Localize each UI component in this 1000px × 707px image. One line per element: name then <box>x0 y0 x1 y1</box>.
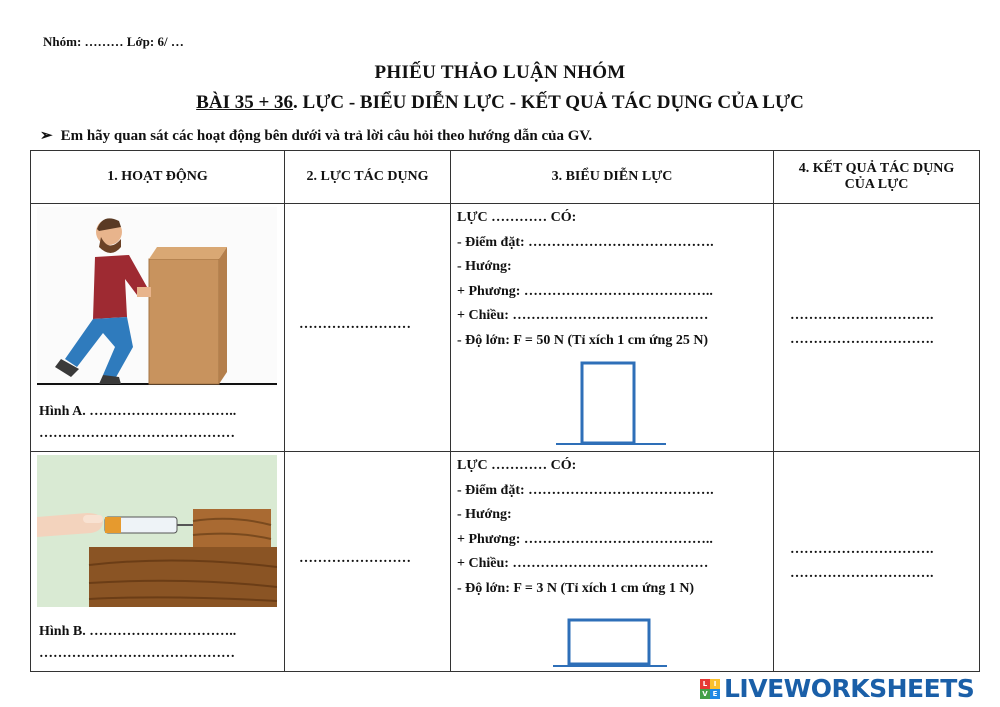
col-header-force: 2. LỰC TÁC DỤNG <box>285 151 451 204</box>
lesson-title <box>0 92 1000 114</box>
activity-table <box>30 150 980 672</box>
man-pushing-box-image <box>37 207 277 387</box>
result-cell[interactable] <box>774 452 980 672</box>
force-cell[interactable] <box>285 452 451 672</box>
caption-b-line2: …………………………………… <box>39 646 235 661</box>
block-diagram-b <box>551 614 671 670</box>
force-blank[interactable]: …………………… <box>299 551 411 566</box>
group-class-line: Nhóm: ……… Lớp: 6/ … <box>43 34 184 49</box>
force-cell[interactable] <box>285 204 451 452</box>
force-blank[interactable]: …………………… <box>299 317 411 332</box>
logo-mark-icon: L I V E <box>700 679 720 699</box>
representation-cell <box>451 452 774 672</box>
hand-pulling-block-image <box>37 455 277 607</box>
representation-cell <box>451 204 774 452</box>
force-details: LỰC ………… CÓ: - Điểm đặt: …………………………………. - Hướng: + Phương: ………………………………….. + Chiều: …………………………………… - Độ lớn: F = 50 N (Tỉ xích 1 cm ứng 25 N) <box>457 210 714 348</box>
arrow-bullet-icon: ➢ <box>40 128 53 144</box>
result-blanks[interactable]: …………………………. …………………………. <box>790 308 934 347</box>
activity-cell <box>31 204 285 452</box>
instruction-text: Em hãy quan sát các hoạt động bên dưới và trả lời câu hỏi theo hướng dẫn của GV. <box>60 128 593 144</box>
caption-a: Hình A. ………………………….. <box>39 404 237 419</box>
box-diagram-a <box>551 360 671 448</box>
col-header-representation: 3. BIỂU DIỄN LỰC <box>451 151 774 204</box>
worksheet-title: PHIẾU THẢO LUẬN NHÓM <box>374 62 626 83</box>
lesson-topic: . LỰC - BIỂU DIỄN LỰC - KẾT QUẢ TÁC DỤNG CỦA LỰC <box>293 92 804 113</box>
force-details: LỰC ………… CÓ: - Điểm đặt: …………………………………. - Hướng: + Phương: ………………………………….. + Chiều: …………………………………… - Độ lớn: F = 3 N (Tỉ xích 1 cm ứng 1 N) <box>457 458 714 596</box>
activity-cell <box>31 452 285 672</box>
result-cell[interactable] <box>774 204 980 452</box>
col-header-activity: 1. HOẠT ĐỘNG <box>31 151 285 204</box>
instruction <box>40 126 592 145</box>
logo-text: LIVEWORKSHEETS <box>724 674 975 703</box>
result-blanks[interactable]: …………………………. …………………………. <box>790 542 934 581</box>
caption-b: Hình B. ………………………….. <box>39 624 237 639</box>
table-row <box>31 452 980 672</box>
liveworksheets-logo <box>700 674 974 703</box>
col-header-result: 4. KẾT QUẢ TÁC DỤNG CỦA LỰC <box>774 151 980 204</box>
caption-a-line2: …………………………………… <box>39 426 235 441</box>
table-row <box>31 204 980 452</box>
lesson-number: BÀI 35 + 36 <box>196 92 294 113</box>
